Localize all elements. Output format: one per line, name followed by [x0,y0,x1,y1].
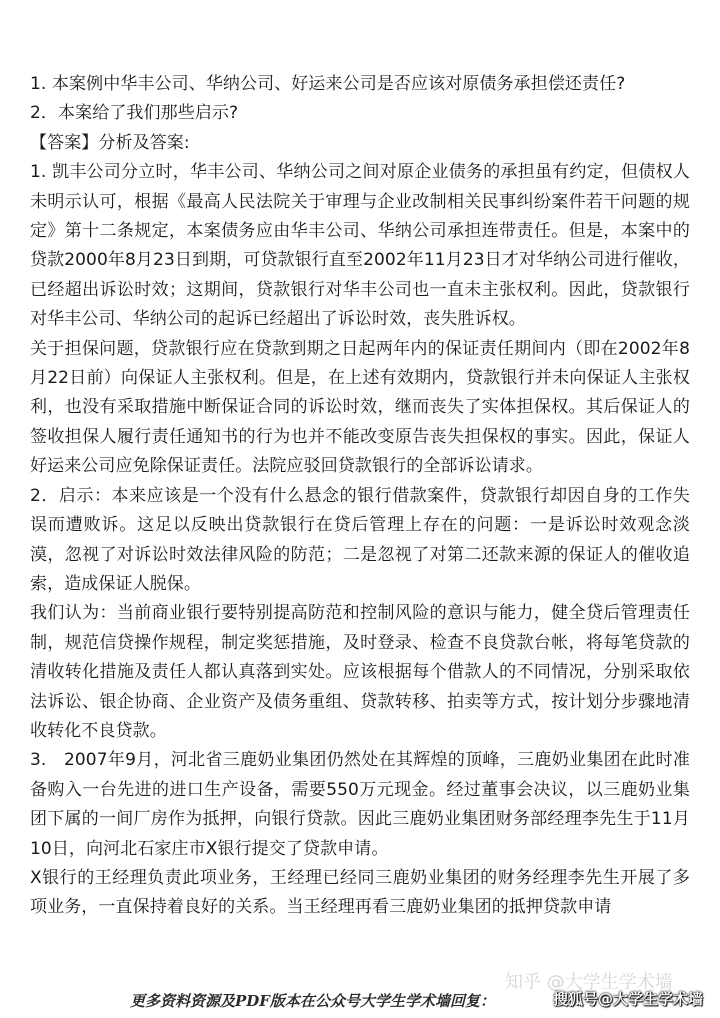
case-3-continued: X银行的王经理负责此项业务，王经理已经同三鹿奶业集团的财务经理李先生开展了多项业务，一直保持着良好的关系。当王经理再看三鹿奶业集团的抵押贷款申请 [30,867,690,918]
footer-promo-text: 更多资料资源及PDF版本在公众号大学生学术墙回复： [130,992,495,1010]
zhihu-watermark: 知乎 @大学生学术墙 [505,972,673,993]
answer-paragraph-1: 1. 凯丰公司分立时，华丰公司、华纳公司之间对原企业债务的承担虽有约定，但债权人未明示认可，根据《最高人民法院关于审理与企业改制相关民事纠纷案件若干问题的规定》第十二条规定，本案债务应由华丰公司、华纳公司承担连带责任。但是，本案中的贷款2000年8月23日到期，可贷款银行直至2002年11月23日才对华纳公司进行催收，已经超出诉讼时效；这期间，贷款银行对华丰公司也一直未主张权利。因此，贷款银行对华丰公司、华纳公司的起诉已经超出了诉讼时效，丧失胜诉权。 [30,162,690,330]
question-1: 1. 本案例中华丰公司、华纳公司、好运来公司是否应该对原债务承担偿还责任? [30,74,626,94]
case-3-paragraph: 3. 2007年9月，河北省三鹿奶业集团仍然处在其辉煌的顶峰，三鹿奶业集团在此时准备购入一台先进的进口生产设备，需要550万元现金。经过董事会决议，以三鹿奶业集团下属的一间厂房作为抵押，向银行贷款。因此三鹿奶业集团财务部经理李先生于11月10日，向河北石家庄市X银行提交了贷款申请。 [30,750,690,859]
question-2: 2．本案给了我们那些启示? [30,103,239,124]
sohu-watermark: 搜狐号@大学生学术墙 [553,990,704,1008]
answer-paragraph-2: 2．启示：本来应该是一个没有什么悬念的银行借款案件，贷款银行却因自身的工作失误而遭败诉。这足以反映出贷款银行在贷后管理上存在的问题：一是诉讼时效观念淡漠，忽视了对诉讼时效法律风险的防范；二是忽视了对第二还款来源的保证人的催收追索，造成保证人脱保。 [30,485,690,594]
answer-paragraph-guarantee: 关于担保问题，贷款银行应在贷款到期之日起两年内的保证责任期间内（即在2002年8月22日前）向保证人主张权利。但是，在上述有效期内，贷款银行并未向保证人主张权利，也没有采取措施中断保证合同的诉讼时效，继而丧失了实体担保权。其后保证人的签收担保人履行责任通知书的行为也并不能改变原告丧失担保权的事实。因此，保证人好运来公司应免除保证责任。法院应驳回贷款银行的全部诉讼请求。 [30,338,690,477]
document-body [30,70,690,950]
answer-heading: 【答案】分析及答案: [30,132,190,153]
answer-paragraph-opinion: 我们认为：当前商业银行要特别提高防范和控制风险的意识与能力，健全贷后管理责任制，规范信贷操作规程，制定奖惩措施，及时登录、检查不良贷款台帐，将每笔贷款的清收转化措施及责任人都认真落到实处。应该根据每个借款人的不同情况，分别采取依法诉讼、银企协商、企业资产及债务重组、贷款转移、拍卖等方式，按计划分步骤地清收转化不良贷款。 [30,603,690,741]
